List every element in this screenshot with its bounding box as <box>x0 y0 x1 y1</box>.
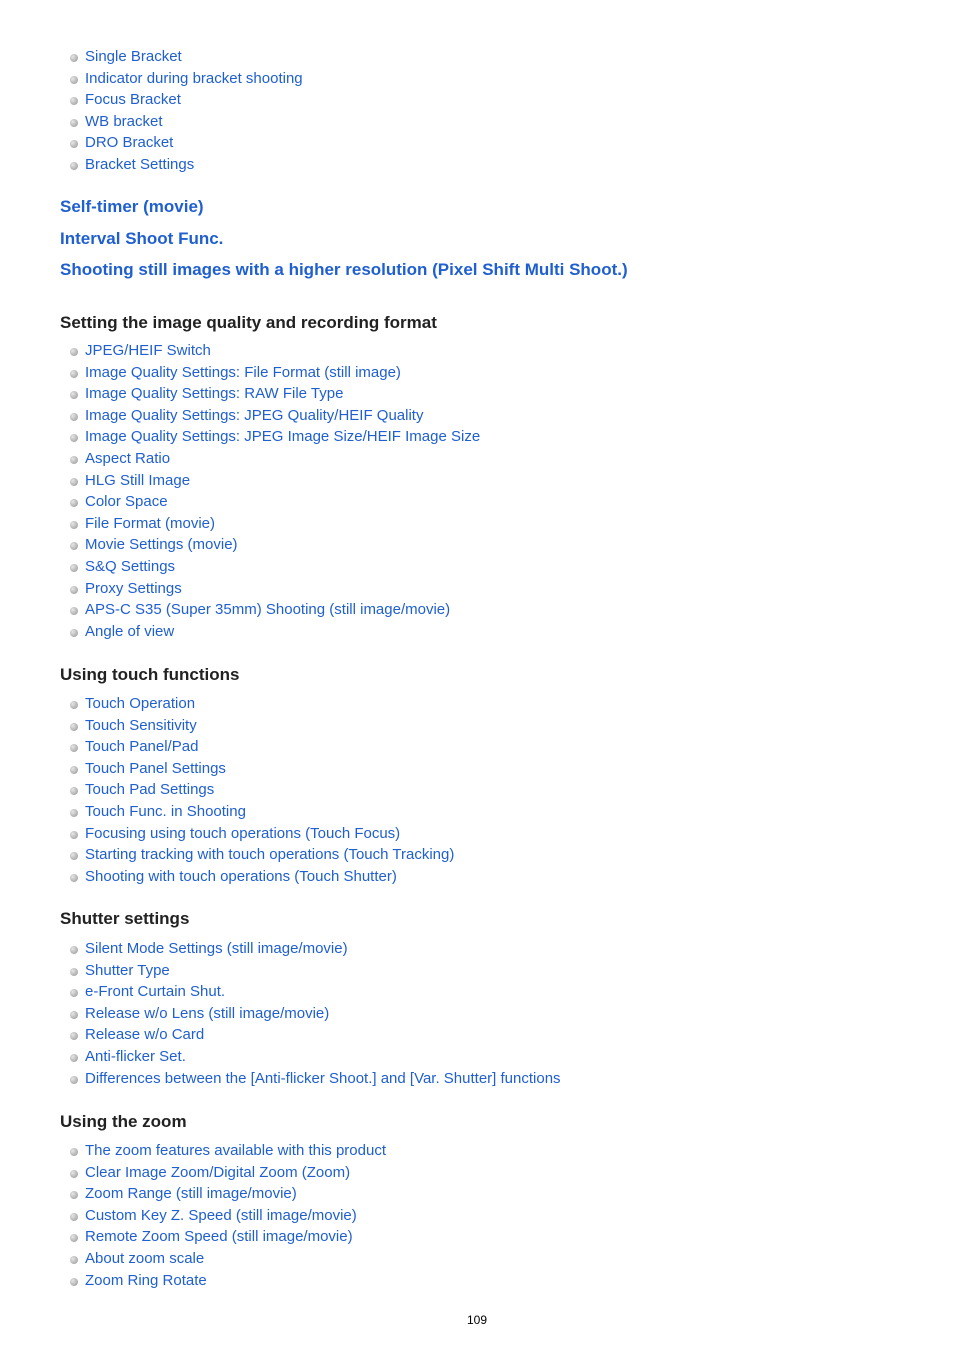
gray-dot-bullet-icon <box>70 1191 78 1199</box>
section-link[interactable]: Touch Panel/Pad <box>85 738 199 756</box>
list-item <box>85 470 954 492</box>
gray-dot-bullet-icon <box>70 499 78 507</box>
gray-dot-bullet-icon <box>70 809 78 817</box>
gray-dot-bullet-icon <box>70 607 78 615</box>
section-list-shutter-settings-block <box>0 938 954 1089</box>
list-item <box>85 578 954 600</box>
section-link[interactable]: Remote Zoom Speed (still image/movie) <box>85 1228 353 1246</box>
list-item <box>85 132 954 154</box>
list-item <box>85 981 954 1003</box>
section-link[interactable]: Image Quality Settings: JPEG Quality/HEIF Quality <box>85 406 424 424</box>
gray-dot-bullet-icon <box>70 54 78 62</box>
section-link[interactable]: Zoom Range (still image/movie) <box>85 1185 297 1203</box>
section-list-touch-functions-block <box>0 693 954 887</box>
gray-dot-bullet-icon <box>70 413 78 421</box>
list-item <box>85 46 954 68</box>
list-item <box>85 154 954 176</box>
section-link[interactable]: S&Q Settings <box>85 557 176 575</box>
list-item <box>85 68 954 90</box>
list-item <box>85 491 954 513</box>
link-self-timer-movie[interactable]: Self-timer (movie) <box>60 197 204 216</box>
gray-dot-bullet-icon <box>70 76 78 84</box>
list-item <box>85 1068 954 1090</box>
gray-dot-bullet-icon <box>70 521 78 529</box>
gray-dot-bullet-icon <box>70 1032 78 1040</box>
section-link[interactable]: JPEG/HEIF Switch <box>85 342 211 359</box>
gray-dot-bullet-icon <box>70 723 78 731</box>
gray-dot-bullet-icon <box>70 874 78 882</box>
list-item <box>85 960 954 982</box>
gray-dot-bullet-icon <box>70 564 78 572</box>
list-item <box>85 362 954 384</box>
list-item <box>85 938 954 960</box>
gray-dot-bullet-icon <box>70 370 78 378</box>
link-indicator-bracket[interactable]: Indicator during bracket shooting <box>85 69 303 87</box>
list-item <box>85 844 954 866</box>
gray-dot-bullet-icon <box>70 434 78 442</box>
section-link[interactable]: Aspect Ratio <box>85 449 171 467</box>
section-link[interactable]: e-Front Curtain Shut. <box>85 983 226 1001</box>
section-link[interactable]: Shutter Type <box>85 961 170 979</box>
section-link[interactable]: Image Quality Settings: File Format (still image) <box>85 363 401 381</box>
gray-dot-bullet-icon <box>70 629 78 637</box>
section-link[interactable]: Clear Image Zoom/Digital Zoom (Zoom) <box>85 1163 351 1181</box>
top-link-list-block <box>0 46 954 176</box>
list-item <box>85 1024 954 1046</box>
link-focus-bracket[interactable]: Focus Bracket <box>85 91 181 109</box>
gray-dot-bullet-icon <box>70 456 78 464</box>
link-pixel-shift-multi-shoot[interactable]: Shooting still images with a higher resolution (Pixel Shift Multi Shoot.) <box>60 260 628 279</box>
gray-dot-bullet-icon <box>70 391 78 399</box>
gray-dot-bullet-icon <box>70 162 78 170</box>
section-link[interactable]: Starting tracking with touch operations (Touch Tracking) <box>85 846 455 864</box>
section-link[interactable]: Touch Pad Settings <box>85 781 215 799</box>
list-item <box>85 513 954 535</box>
gray-dot-bullet-icon <box>70 1011 78 1019</box>
list-item <box>85 599 954 621</box>
list-item <box>85 340 954 362</box>
section-link[interactable]: Touch Func. in Shooting <box>85 802 246 820</box>
gray-dot-bullet-icon <box>70 1278 78 1286</box>
gray-dot-bullet-icon <box>70 478 78 486</box>
section-link[interactable]: HLG Still Image <box>85 471 191 489</box>
list-item <box>85 89 954 111</box>
section-heading-using-zoom: Using the zoom <box>60 1112 187 1131</box>
list-item <box>85 1140 954 1162</box>
section-link[interactable]: Angle of view <box>85 622 175 640</box>
section-list-using-zoom-block <box>0 1140 954 1291</box>
section-link[interactable]: Zoom Ring Rotate <box>85 1271 207 1289</box>
gray-dot-bullet-icon <box>70 946 78 954</box>
list-item <box>85 779 954 801</box>
list-item <box>85 801 954 823</box>
gray-dot-bullet-icon <box>70 586 78 594</box>
list-item <box>85 1226 954 1248</box>
section-list-image-quality-block <box>0 340 954 642</box>
gray-dot-bullet-icon <box>70 989 78 997</box>
page-number: 109 <box>466 1313 488 1327</box>
gray-dot-bullet-icon <box>70 1234 78 1242</box>
section-link[interactable]: Release w/o Card <box>85 1026 205 1044</box>
section-list-image-quality <box>0 340 954 642</box>
link-interval-shoot-func[interactable]: Interval Shoot Func. <box>60 229 224 248</box>
link-dro-bracket[interactable]: DRO Bracket <box>85 134 174 152</box>
gray-dot-bullet-icon <box>70 831 78 839</box>
section-link[interactable]: Movie Settings (movie) <box>85 536 238 554</box>
list-item <box>85 1270 954 1292</box>
top-link-list <box>0 46 954 176</box>
section-list-using-zoom <box>0 1140 954 1291</box>
section-link[interactable]: Touch Operation <box>85 695 196 712</box>
section-link[interactable]: File Format (movie) <box>85 514 216 532</box>
list-item <box>85 736 954 758</box>
link-wb-bracket[interactable]: WB bracket <box>85 112 163 130</box>
section-list-shutter-settings <box>0 938 954 1089</box>
section-heading-image-quality: Setting the image quality and recording format <box>60 313 437 332</box>
list-item <box>85 111 954 133</box>
gray-dot-bullet-icon <box>70 1170 78 1178</box>
section-link[interactable]: Color Space <box>85 493 168 511</box>
list-item <box>85 866 954 888</box>
gray-dot-bullet-icon <box>70 852 78 860</box>
gray-dot-bullet-icon <box>70 1076 78 1084</box>
section-link[interactable]: Differences between the [Anti-flicker Shoot.] and [Var. Shutter] functions <box>85 1069 561 1087</box>
gray-dot-bullet-icon <box>70 542 78 550</box>
section-link[interactable]: The zoom features available with this product <box>85 1142 386 1159</box>
gray-dot-bullet-icon <box>70 119 78 127</box>
gray-dot-bullet-icon <box>70 766 78 774</box>
gray-dot-bullet-icon <box>70 1054 78 1062</box>
section-link[interactable]: Image Quality Settings: JPEG Image Size/HEIF Image Size <box>85 428 481 446</box>
section-link[interactable]: About zoom scale <box>85 1249 205 1267</box>
list-item <box>85 383 954 405</box>
gray-dot-bullet-icon <box>70 787 78 795</box>
gray-dot-bullet-icon <box>70 744 78 752</box>
gray-dot-bullet-icon <box>70 968 78 976</box>
list-item <box>85 1046 954 1068</box>
list-item <box>85 715 954 737</box>
list-item <box>85 448 954 470</box>
gray-dot-bullet-icon <box>70 97 78 105</box>
section-heading-shutter-settings: Shutter settings <box>60 909 190 928</box>
section-link[interactable]: Touch Sensitivity <box>85 716 197 734</box>
section-list-touch-functions <box>0 693 954 887</box>
link-bracket-settings[interactable]: Bracket Settings <box>85 155 195 173</box>
section-link[interactable]: Custom Key Z. Speed (still image/movie) <box>85 1206 357 1224</box>
section-link[interactable]: Focusing using touch operations (Touch Focus) <box>85 824 401 842</box>
list-item <box>85 556 954 578</box>
list-item <box>85 426 954 448</box>
gray-dot-bullet-icon <box>70 1213 78 1221</box>
gray-dot-bullet-icon <box>70 701 78 709</box>
list-item <box>85 1183 954 1205</box>
section-link[interactable]: Image Quality Settings: RAW File Type <box>85 385 344 403</box>
list-item <box>85 534 954 556</box>
section-link[interactable]: Proxy Settings <box>85 579 182 597</box>
list-item <box>85 758 954 780</box>
list-item <box>85 1248 954 1270</box>
section-link[interactable]: Shooting with touch operations (Touch Shutter) <box>85 867 397 885</box>
section-link[interactable]: Touch Panel Settings <box>85 759 226 777</box>
gray-dot-bullet-icon <box>70 1148 78 1156</box>
section-link[interactable]: Release w/o Lens (still image/movie) <box>85 1004 330 1022</box>
section-link[interactable]: Anti-flicker Set. <box>85 1047 186 1065</box>
list-item <box>85 693 954 715</box>
gray-dot-bullet-icon <box>70 140 78 148</box>
section-link[interactable]: Silent Mode Settings (still image/movie) <box>85 940 348 957</box>
section-heading-touch-functions: Using touch functions <box>60 665 240 684</box>
section-link[interactable]: APS-C S35 (Super 35mm) Shooting (still image/movie) <box>85 601 451 619</box>
gray-dot-bullet-icon <box>70 1256 78 1264</box>
list-item <box>85 1003 954 1025</box>
gray-dot-bullet-icon <box>70 348 78 356</box>
link-single-bracket[interactable]: Single Bracket <box>85 48 182 65</box>
list-item <box>85 1205 954 1227</box>
list-item <box>85 1162 954 1184</box>
list-item <box>85 405 954 427</box>
list-item <box>85 621 954 643</box>
list-item <box>85 823 954 845</box>
